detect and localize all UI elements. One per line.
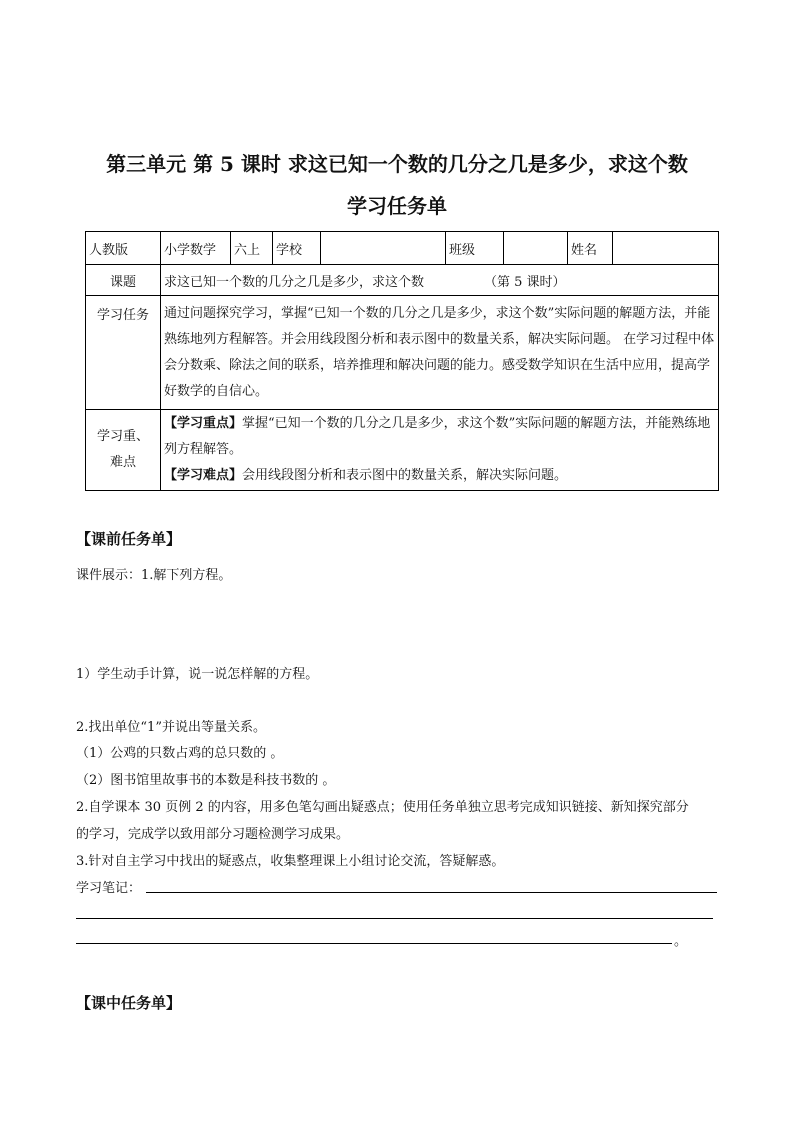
task-label: 学习任务 (86, 296, 161, 410)
step1-line: 1）学生动手计算，说一说怎样解的方程。 (76, 667, 319, 682)
topic-session: （第 5 课时） (484, 274, 566, 290)
table-row (86, 410, 719, 491)
key-label-line1: 学习重、 (96, 429, 149, 444)
table-row (86, 296, 719, 410)
table-row (86, 232, 719, 265)
difficulty (164, 463, 715, 489)
notes-line-1[interactable] (146, 892, 717, 893)
difficulty-tag: 【学习难点】 (164, 468, 243, 483)
topic-label: 课题 (86, 265, 161, 296)
page-subtitle: 学习任务单 (347, 194, 447, 218)
key-difficulty-label (86, 410, 161, 491)
in-class-heading: 【课中任务单】 (76, 994, 182, 1012)
edition-cell: 人教版 (86, 232, 161, 265)
subject-cell: 小学数学 (161, 232, 231, 265)
notes-label: 学习笔记： (76, 881, 142, 896)
notes-line-3[interactable] (76, 943, 672, 944)
key-point-tag: 【学习重点】 (164, 416, 243, 431)
task-text: 通过问题探究学习，掌握“已知一个数的几分之几是多少，求这个数”实际问题的解题方法，并能熟练地列方程解答。并会用线段图分析和表示图中的数量关系，解决实际问题。 在学习过程中体会分数乘、除法之间的联系，培养推理和解决问题的能力。感受数学知识在生活中应用，提高学好数学的自信心。 (161, 296, 719, 410)
school-field[interactable] (321, 232, 446, 265)
item1-line: （1）公鸡的只数占鸡的总只数的 。 (76, 746, 284, 761)
pre-class-heading: 【课前任务单】 (76, 530, 182, 548)
school-label: 学校 (273, 232, 321, 265)
page-title: 第三单元 第 5 课时 求这已知一个数的几分之几是多少，求这个数 (106, 152, 688, 176)
self-study-line1: 2.自学课本 30 页例 2 的内容，用多色笔勾画出疑惑点；使用任务单独立思考完成知识链接、新知探究部分 (76, 800, 689, 815)
name-label: 姓名 (568, 232, 613, 265)
class-field[interactable] (504, 232, 568, 265)
discussion-line: 3.针对自主学习中找出的疑惑点，收集整理课上小组讨论交流，答疑解惑。 (76, 854, 505, 869)
key-label-line2: 难点 (109, 455, 136, 470)
difficulty-text: 会用线段图分析和表示图中的数量关系，解决实际问题。 (242, 468, 568, 483)
courseware-line: 课件展示：1.解下列方程。 (76, 568, 232, 583)
key-point-text: 掌握“已知一个数的几分之几是多少，求这个数”实际问题的解题方法，并能熟练地列方程解答。 (164, 416, 711, 457)
grade-cell: 六上 (231, 232, 273, 265)
key-difficulty-cell (161, 410, 719, 491)
class-label: 班级 (446, 232, 504, 265)
step2-line: 2.找出单位“1”并说出等量关系。 (76, 720, 266, 735)
key-point (164, 411, 715, 463)
topic-value: 求这已知一个数的几分之几是多少，求这个数 (164, 274, 425, 290)
notes-line-2[interactable] (76, 918, 713, 919)
table-row (86, 265, 719, 296)
lesson-info-table (85, 231, 719, 491)
name-field[interactable] (613, 232, 719, 265)
topic-cell (161, 265, 719, 296)
self-study-line2: 的学习，完成学以致用部分习题检测学习成果。 (76, 827, 350, 842)
notes-end-mark: 。 (674, 934, 688, 949)
item2-line: （2）图书馆里故事书的本数是科技书数的 。 (76, 773, 336, 788)
